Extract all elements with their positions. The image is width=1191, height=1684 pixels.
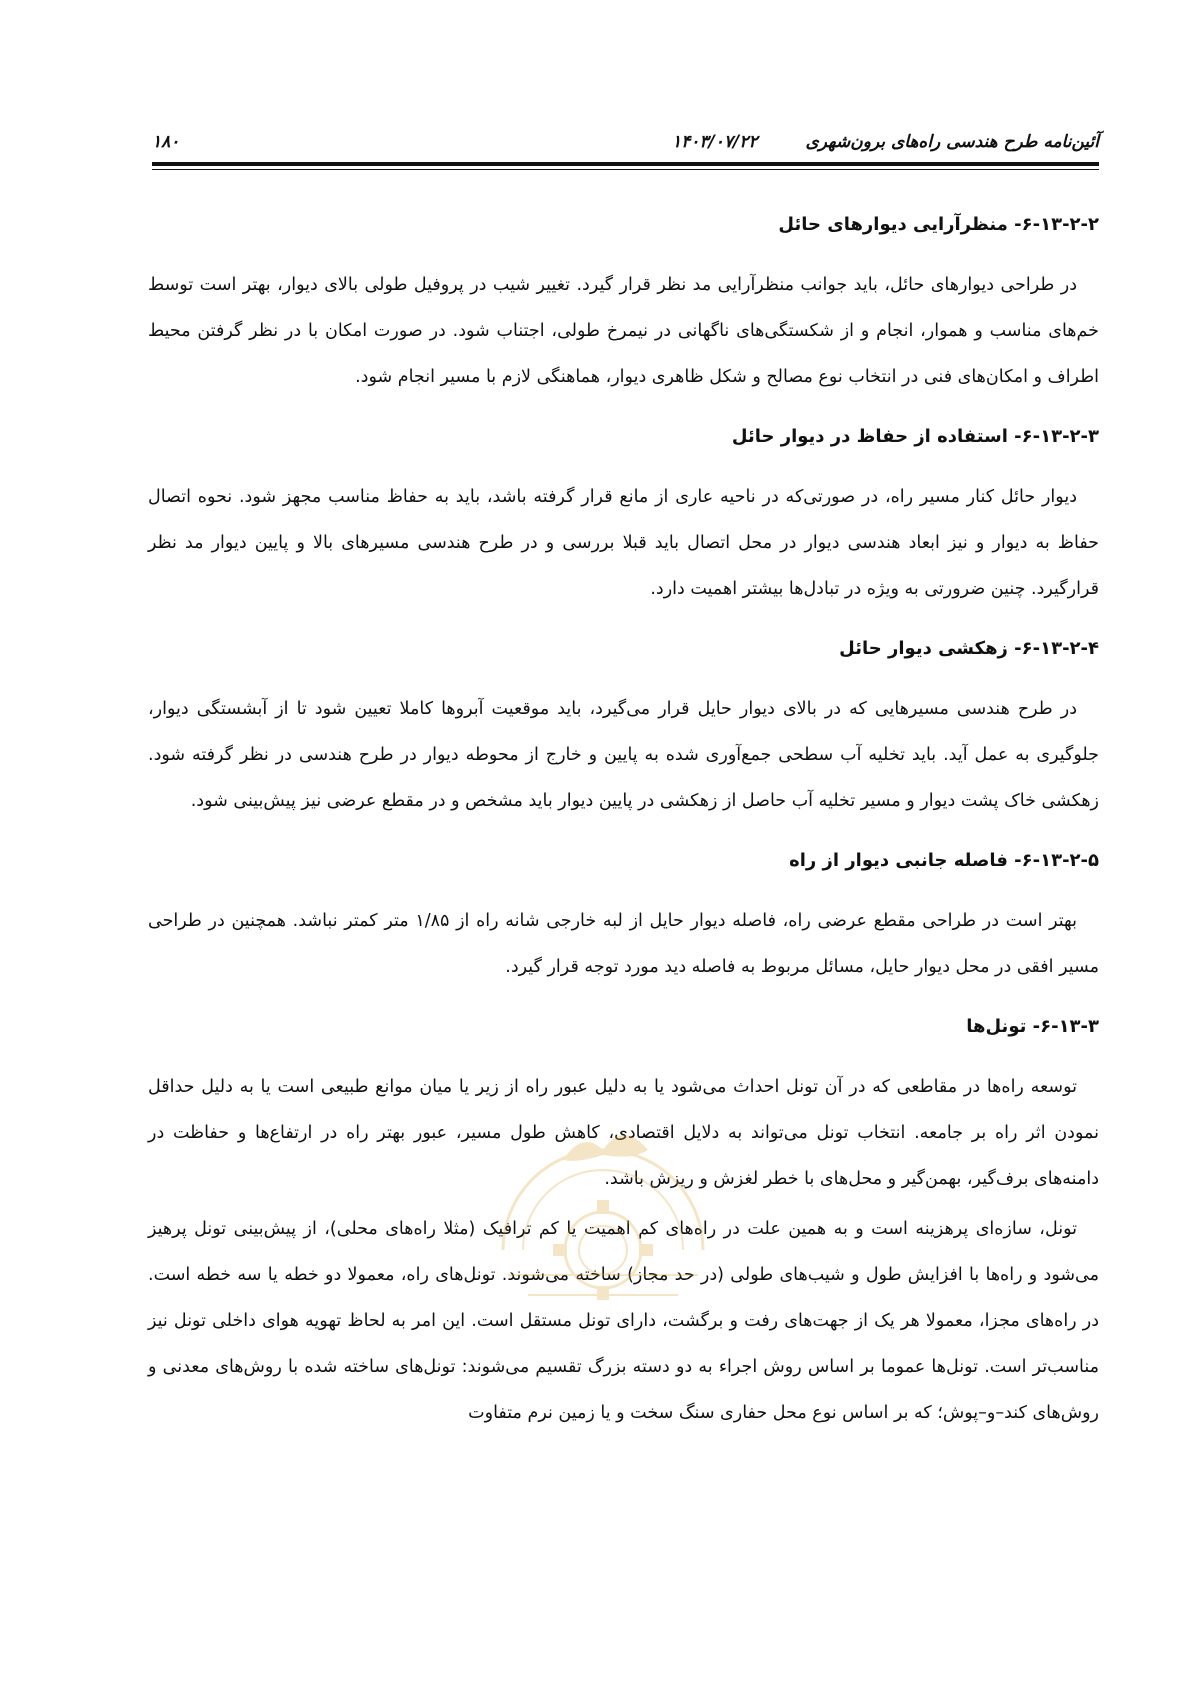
header-date: ۱۴۰۳/۰۷/۲۲ — [672, 132, 758, 152]
paragraph: در طراحی دیوارهای حائل، باید جوانب منظرآرایی مد نظر قرار گیرد. تغییر شیب در پروفیل طولی بالای دیوار، بهتر است توسط خم‌های مناسب و هموار، انجام و از شکستگی‌های ناگهانی در نیمرخ طولی، اجتناب شود. در صورت امکان با در نظر گرفتن محیط اطراف و امکان‌های فنی در انتخاب نوع مصالح و شکل ظاهری دیوار، هماهنگی لازم با مسیر انجام شود. — [148, 275, 1099, 387]
section-heading: ۶-۱۳-۲-۳- استفاده از حفاظ در دیوار حائل — [731, 426, 1099, 447]
paragraph: توسعه راه‌ها در مقاطعی که در آن تونل احداث می‌شود یا به دلیل عبور راه از زیر یا میان موانع طبیعی است یا به دلیل حداقل نمودن اثر راه بر جامعه. انتخاب تونل می‌تواند به دلایل اقتصادی، کاهش طول مسیر، عبور بهتر راه در ارتفاع‌ها و حفاظت در دامنه‌های برف‌گیر، بهمن‌گیر و محل‌های با خطر لغزش و ریزش باشد. — [148, 1077, 1099, 1189]
section-heading: ۶-۱۳-۲-۵- فاصله جانبی دیوار از راه — [789, 850, 1099, 871]
section-drainage — [148, 634, 1099, 824]
header-rule-thick — [152, 162, 1099, 166]
paragraph: در طرح هندسی مسیرهایی که در بالای دیوار حایل قرار می‌گیرد، باید موقعیت آبروها کاملا تعیین شود تا از آبشستگی دیوار، جلوگیری به عمل آید. باید تخلیه آب سطحی جمع‌آوری شده به پایین و خارج از محوطه دیوار در طرح هندسی در نظر گرفته شود. زهکشی خاک پشت دیوار و مسیر تخلیه آب حاصل از زهکشی در پایین دیوار باید مشخص و در مقطع عرضی نیز پیش‌بینی شود. — [148, 699, 1099, 811]
header-title: آئین‌نامه طرح هندسی راه‌های برون‌شهری — [805, 132, 1099, 152]
section-heading: ۶-۱۳-۳- تونل‌ها — [966, 1016, 1099, 1037]
paragraph: بهتر است در طراحی مقطع عرضی راه، فاصله دیوار حایل از لبه خارجی شانه راه از ۱/۸۵ متر کمتر نباشد. همچنین در طراحی مسیر افقی در محل دیوار حایل، مسائل مربوط به فاصله دید مورد توجه قرار گیرد. — [148, 911, 1099, 977]
section-heading: ۶-۱۳-۲-۲- منظرآرایی دیوارهای حائل — [778, 214, 1099, 235]
section-landscaping — [148, 210, 1099, 400]
section-guardrail — [148, 422, 1099, 612]
paragraph: تونل، سازه‌ای پرهزینه است و به همین علت در راه‌های کم اهمیت یا کم ترافیک (مثلا راه‌های محلی)، از پیش‌بینی تونل پرهیز می‌شود و راه‌ها با افزایش طول و شیب‌های طولی (در حد مجاز) ساخته می‌شوند. تونل‌های راه، معمولا دو خطه یا سه خطه است. در راه‌های مجزا، معمولا هر یک از جهت‌های رفت و برگشت، دارای تونل مستقل است. این امر به لحاظ تهویه هوای داخلی تونل نیز مناسب‌تر است. تونل‌ها عموما بر اساس روش اجراء به دو دسته بزرگ تقسیم می‌شوند: تونل‌های ساخته شده با روش‌های معدنی و روش‌های کند–و–پوش؛ که بر اساس نوع محل حفاری سنگ سخت و یا زمین نرم متفاوت — [148, 1219, 1099, 1423]
page-number: ۱۸۰ — [152, 132, 180, 152]
page-header — [152, 128, 1099, 156]
section-heading: ۶-۱۳-۲-۴- زهکشی دیوار حائل — [839, 638, 1099, 659]
header-rule-thin — [152, 169, 1099, 170]
page-body — [148, 210, 1099, 1458]
paragraph: دیوار حائل کنار مسیر راه، در صورتی‌که در ناحیه عاری از مانع قرار گرفته باشد، باید به حفاظ مناسب مجهز شود. نحوه اتصال حفاظ به دیوار و نیز ابعاد هندسی دیوار در محل اتصال باید قبلا بررسی و در طرح هندسی مسیرهای بالا و پایین دیوار مد نظر قرارگیرد. چنین ضرورتی به ویژه در تبادل‌ها بیشتر اهمیت دارد. — [148, 487, 1099, 599]
section-tunnels — [148, 1012, 1099, 1436]
section-lateral-clearance — [148, 846, 1099, 990]
